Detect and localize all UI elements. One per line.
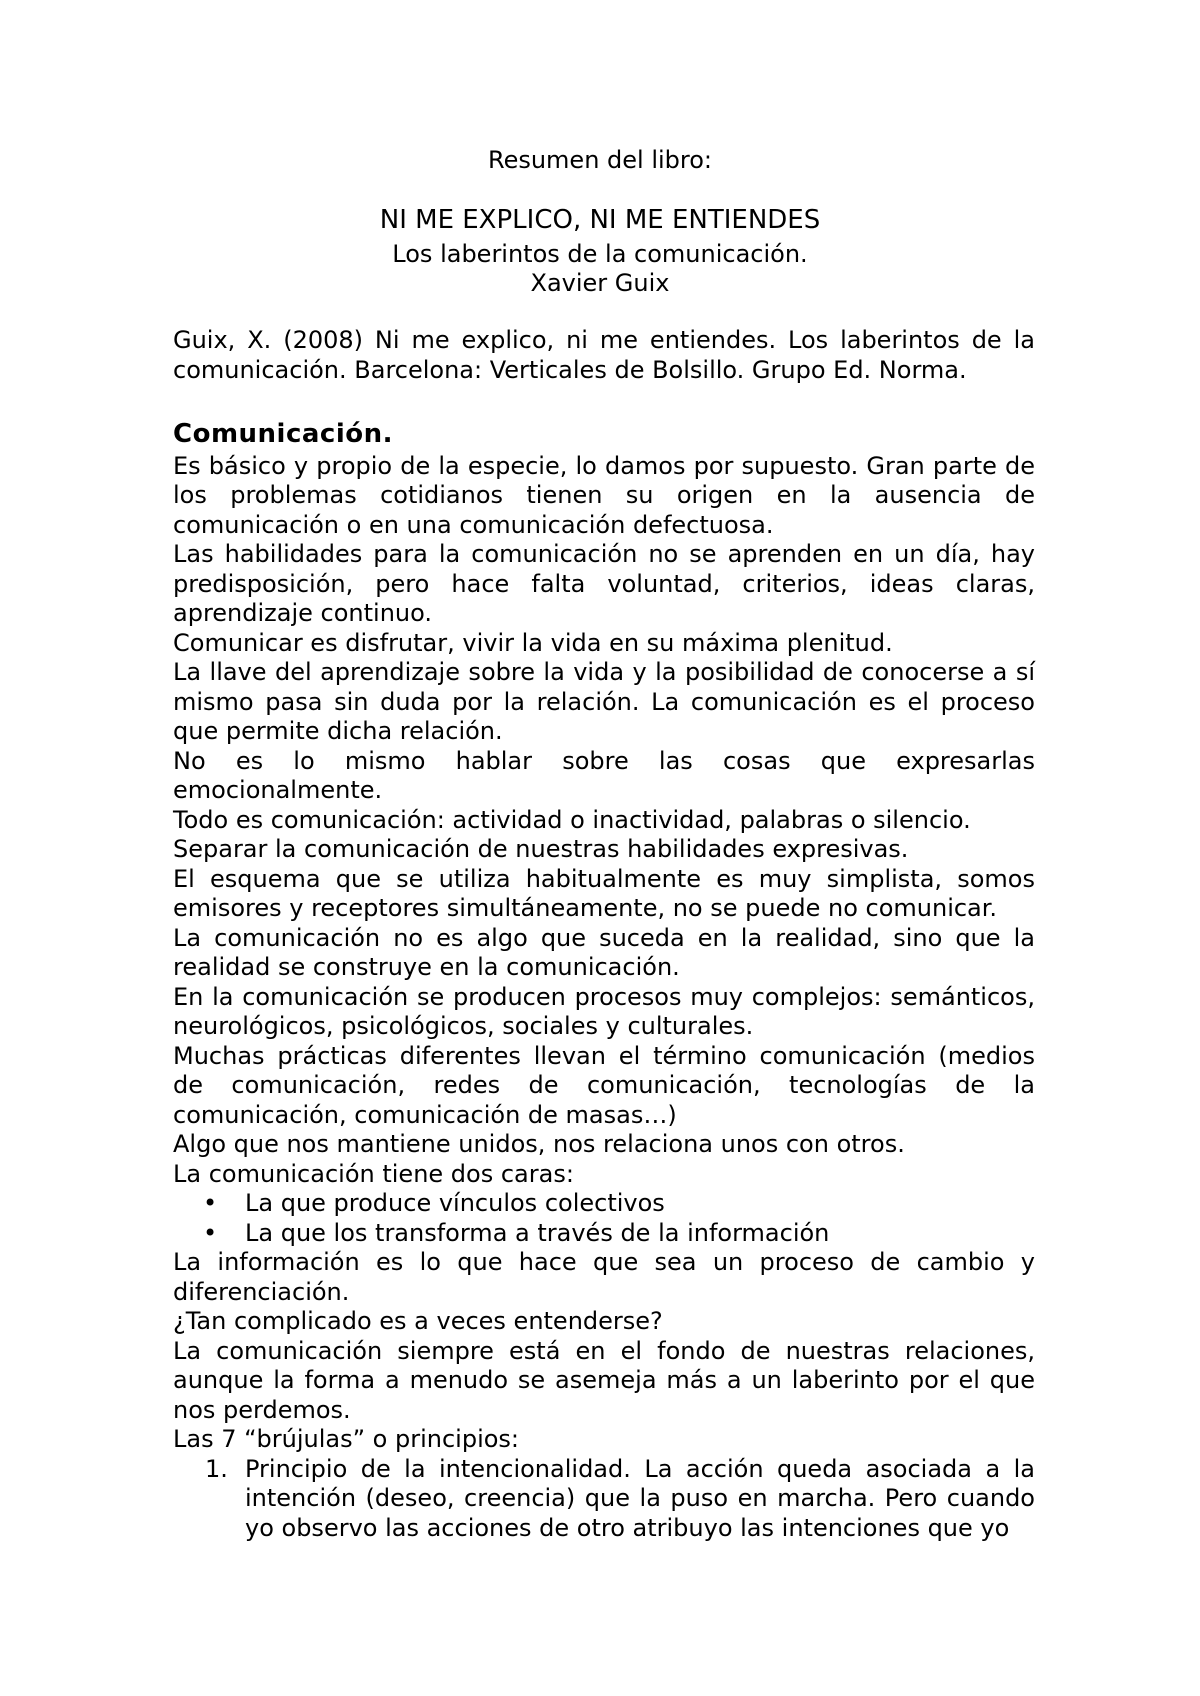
paragraph: No es lo mismo hablar sobre las cosas que expresarlas emocionalmente. [173, 746, 1035, 804]
paragraph: El esquema que se utiliza habitualmente es muy simplista, somos emisores y receptores simultáneamente, no se puede no comunicar. [173, 864, 1035, 922]
principle-item [173, 1455, 1035, 1544]
book-author: Xavier Guix [530, 269, 670, 297]
bibliographic-citation: Guix, X. (2008) Ni me explico, ni me entiendes. Los laberintos de la comunicación. Barcelona: Verticales de Bolsillo. Grupo Ed. Norma. [173, 326, 1035, 384]
paragraph: La comunicación siempre está en el fondo de nuestras relaciones, aunque la forma a menudo se asemeja más a un laberinto por el que nos perdemos. [173, 1336, 1035, 1424]
paragraph: Las 7 “brújulas” o principios: [173, 1425, 520, 1453]
list-item [173, 1189, 1035, 1219]
list-item [173, 1219, 1035, 1249]
paragraph: La comunicación tiene dos caras: [173, 1159, 574, 1188]
paragraph: La comunicación no es algo que suceda en la realidad, sino que la realidad se construye en la comunicación. [173, 923, 1035, 981]
section-heading: Comunicación. [173, 419, 393, 449]
principle-text: Principio de la intencionalidad. La acción queda asociada a la intención (deseo, creencia) que la puso en marcha. Pero cuando yo observo las acciones de otro atribuyo las intenciones que yo [245, 1454, 1035, 1542]
paragraph: Las habilidades para la comunicación no se aprenden en un día, hay predisposición, pero hace falta voluntad, criterios, ideas claras, aprendizaje continuo. [173, 540, 1035, 627]
list-item-text: La que los transforma a través de la información [245, 1218, 830, 1247]
principle-number: 1. [205, 1454, 228, 1483]
paragraph: Separar la comunicación de nuestras habilidades expresivas. [173, 835, 909, 863]
principles-list [173, 1455, 1035, 1544]
paragraph: En la comunicación se producen procesos muy complejos: semánticos, neurológicos, psicológicos, sociales y culturales. [173, 982, 1035, 1040]
bullet-list [173, 1189, 1035, 1248]
paragraph: ¿Tan complicado es a veces entenderse? [173, 1307, 663, 1335]
paragraph: Todo es comunicación: actividad o inactividad, palabras o silencio. [173, 805, 971, 834]
paragraph: Es básico y propio de la especie, lo damos por supuesto. Gran parte de los problemas cotidianos tienen su origen en la ausencia de comunicación o en una comunicación defectuosa. [173, 451, 1035, 539]
book-title: NI ME EXPLICO, NI ME ENTIENDES [379, 205, 821, 235]
book-subtitle: Los laberintos de la comunicación. [392, 240, 808, 268]
paragraph: Comunicar es disfrutar, vivir la vida en su máxima plenitud. [173, 628, 893, 657]
summary-kicker: Resumen del libro: [487, 146, 713, 174]
bullet-icon: • [203, 1189, 218, 1217]
bullet-icon: • [203, 1218, 218, 1247]
paragraph: Algo que nos mantiene unidos, nos relaciona unos con otros. [173, 1130, 905, 1158]
section-comunicacion [173, 420, 1035, 1543]
paragraph: Muchas prácticas diferentes llevan el término comunicación (medios de comunicación, redes de comunicación, tecnologías de la comunicación, comunicación de masas…) [173, 1041, 1035, 1129]
list-item-text: La que produce vínculos colectivos [245, 1189, 665, 1217]
paragraph: La llave del aprendizaje sobre la vida y la posibilidad de conocerse a sí mismo pasa sin duda por la relación. La comunicación es el proceso que permite dicha relación. [173, 658, 1035, 745]
paragraph: La información es lo que hace que sea un proceso de cambio y diferenciación. [173, 1248, 1035, 1306]
